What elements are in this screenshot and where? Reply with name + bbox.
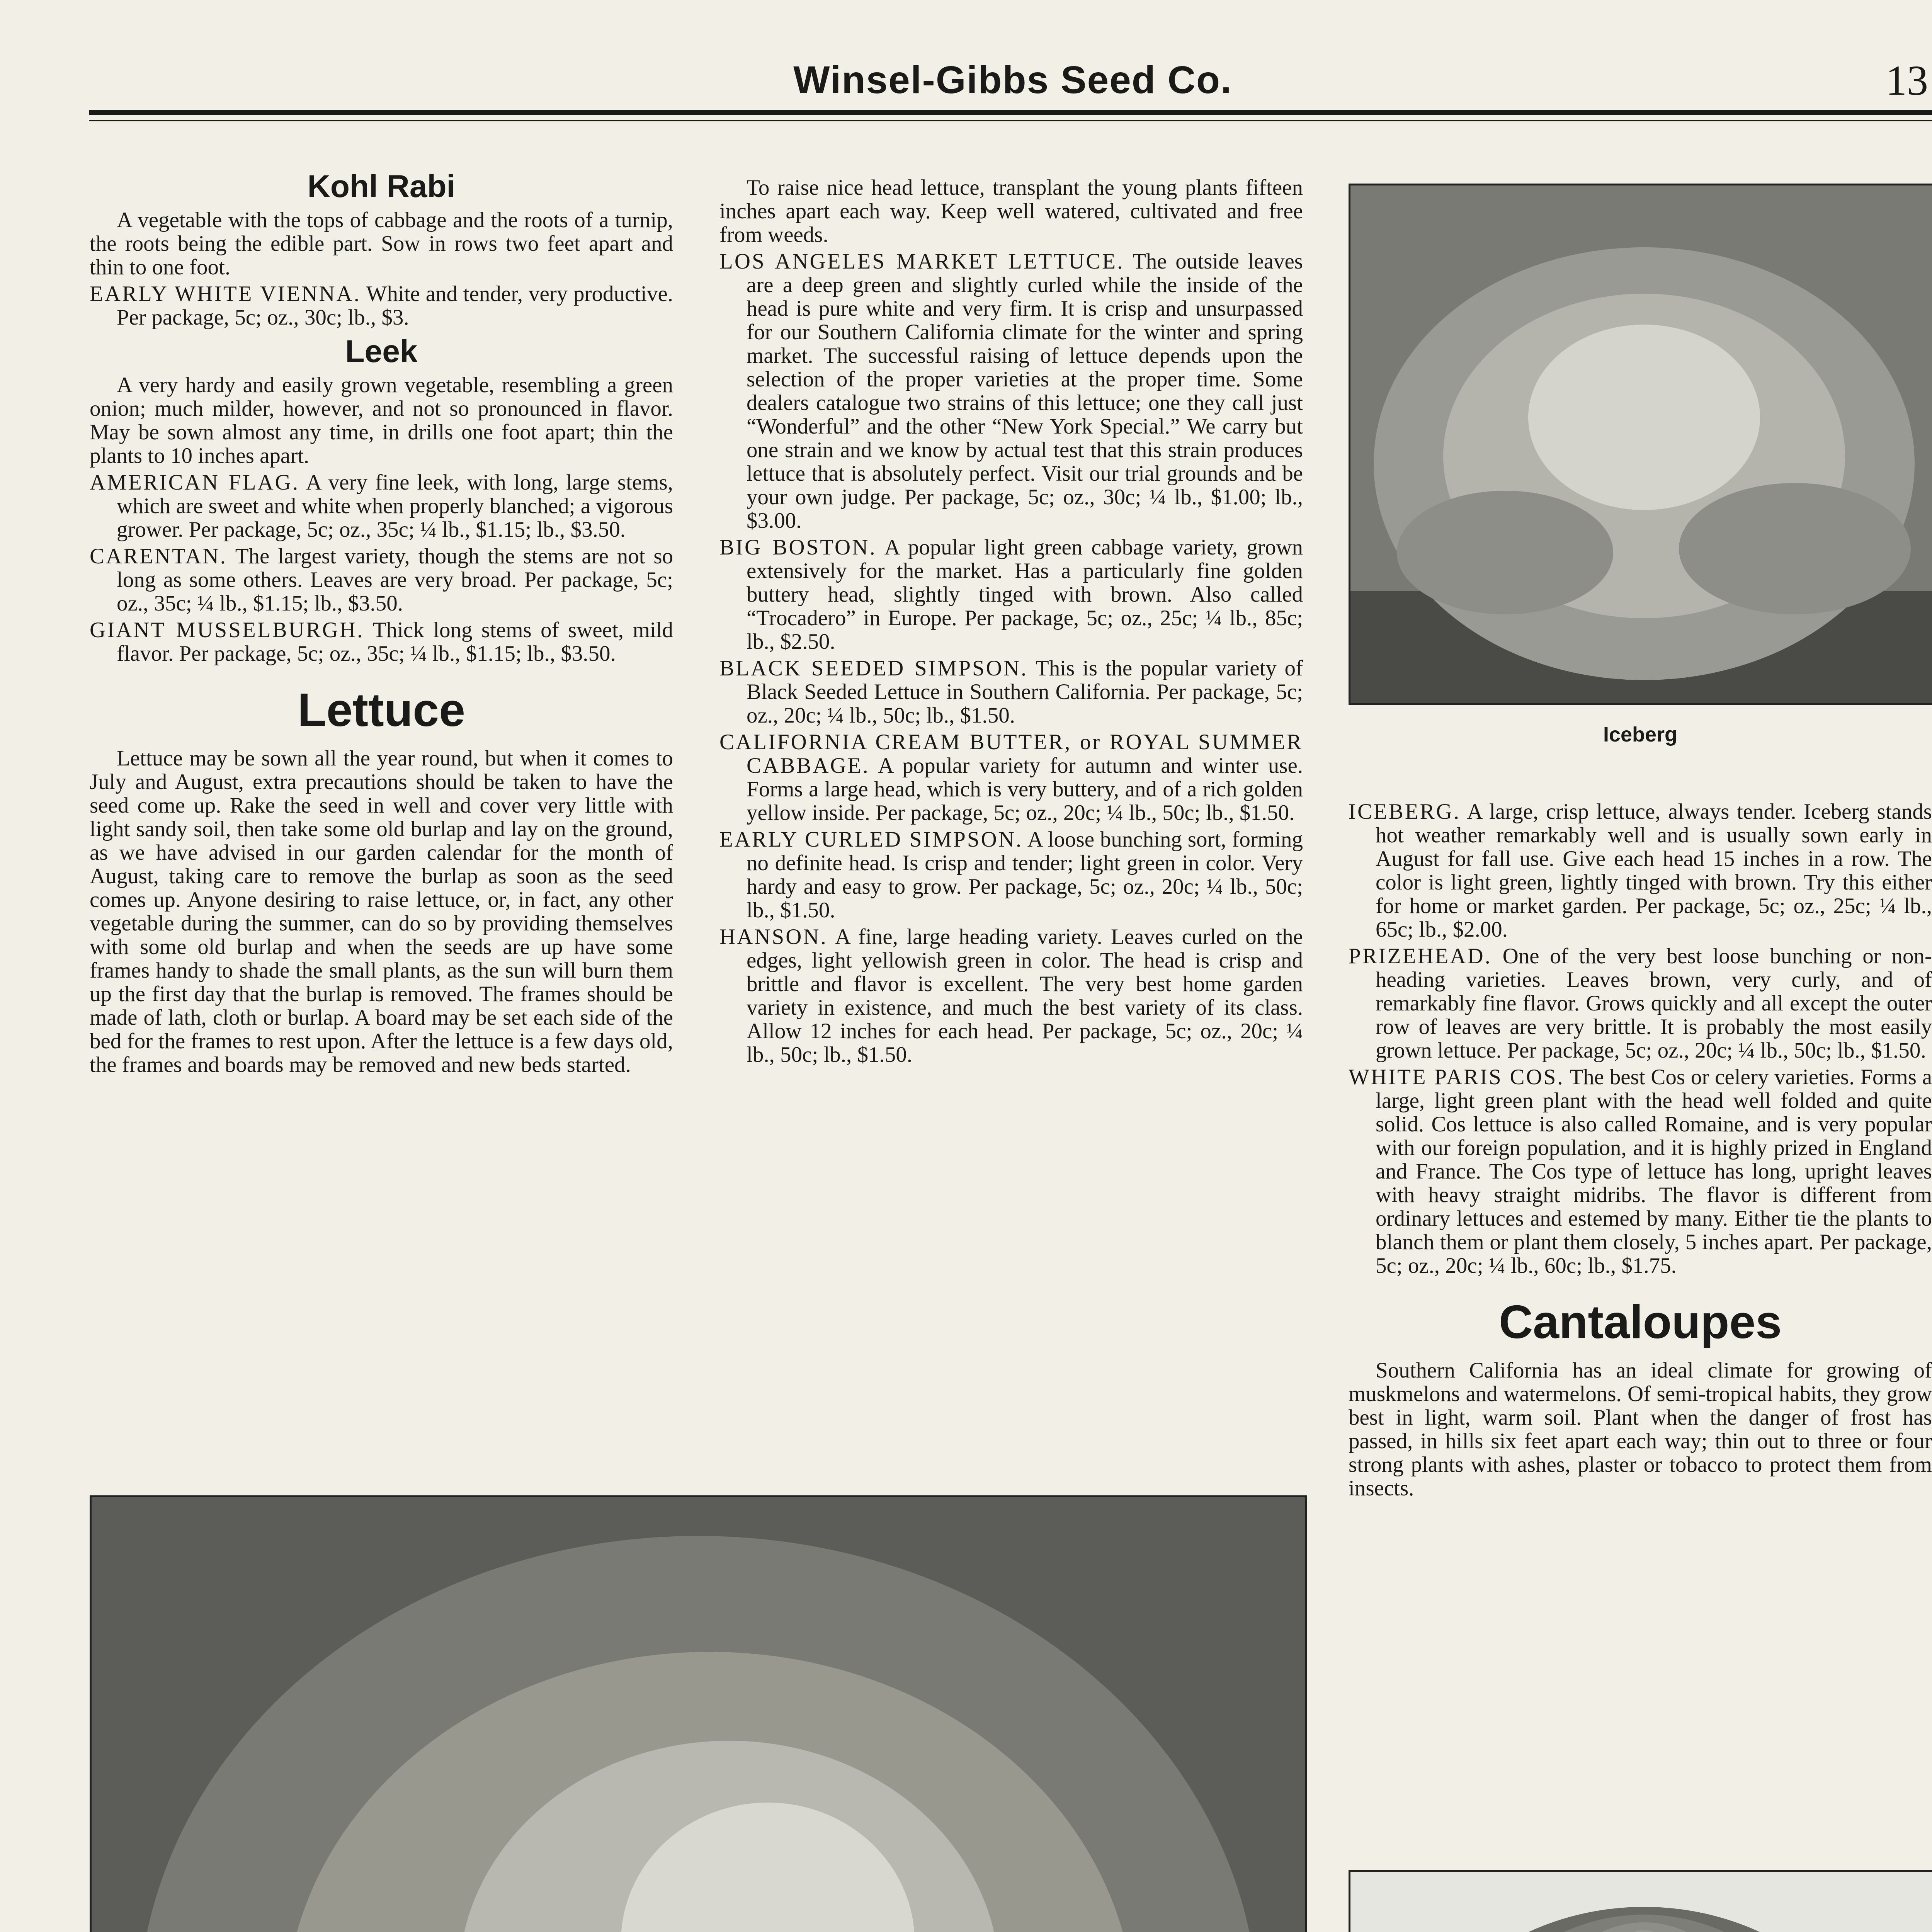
head-lettuce-intro: To raise nice head lettuce, transplant the young plants fifteen inches apart each way. Keep well watered, cultivated and free from weeds. [719,175,1303,247]
header-rule-thin [89,120,1932,121]
page-number: 13 [1886,57,1928,104]
variety-description: Thick long stems of sweet, mild flavor. Per package, 5c; oz., 35c; ¼ lb., $1.15; lb., $3.50. [117,618,673,666]
lettuce-image [92,1497,1305,1932]
variety-description: A large, crisp lettuce, always tender. Iceberg stands hot weather remarkably well and is usually sown early in August for fall use. Give each head 15 inches in a row. The color is light green, lightly tinged with brown. Try this either for home or market garden. Per package, 5c; oz., 25c; ¼ lb., 65c; lb., $2.00. [1376,799,1932,942]
variety-white-paris-cos [1349,1065,1932,1277]
variety-name: BLACK SEEDED SIMPSON. [719,656,1028,680]
variety-description: A popular light green cabbage variety, grown extensively for the market. Has a particularly fine golden buttery head, slightly tinged with brown. Also called “Trocadero” in Europe. Per package, 5c; oz., 25c; ¼ lb., 85c; lb., $2.50. [747,535,1303,654]
variety-carentan [90,544,673,615]
cantaloupes-intro: Southern California has an ideal climate for growing of muskmelons and watermelons. Of semi-tropical habits, they grow best in light, warm soil. Plant when the danger of frost has passed, in hills six feet apart each way; thin out to three or four strong plants with ashes, plaster or tobacco to protect them from insects. [1349,1358,1932,1500]
variety-description: The outside leaves are a deep green and slightly curled while the inside of the head is pure white and very firm. It is crisp and unsurpassed for our Southern California climate for the winter and spring market. The successful raising of lettuce depends upon the selection of the proper varieties at the proper time. Some dealers catalogue two strains of this lettuce; one they call just “Wonderful” and the other “New York Special.” We carry but one strain and we know by actual test that this strain produces lettuce that is absolutely perfect. Visit our trial grounds and be your own judge. Per package, 5c; oz., 30c; ¼ lb., $1.00; lb., $3.00. [747,249,1303,533]
iceberg-lettuce-image [1350,185,1932,703]
header-rule [89,110,1932,115]
variety-prizehead [1349,944,1932,1062]
catalog-header-title: Winsel-Gibbs Seed Co. [793,58,1232,102]
variety-description: One of the very best loose bunching or non-heading varieties. Leaves brown, very curly, and of remarkably fine flavor. Grows quickly and all except the outer row of leaves are very brittle. It is probably the most easily grown lettuce. Per package, 5c; oz., 20c; ¼ lb., 50c; lb., $1.50. [1376,944,1932,1063]
variety-description: White and tender, very productive. Per package, 5c; oz., 30c; lb., $3. [117,282,673,330]
variety-big-boston [719,536,1303,653]
variety-name: GIANT MUSSELBURGH. [90,618,364,642]
variety-name: CARENTAN. [90,544,228,568]
variety-name: ICEBERG. [1349,799,1461,824]
variety-description: This is the popular variety of Black Seeded Lettuce in Southern California. Per package, 5c; oz., 20c; ¼ lb., 50c; lb., $1.50. [747,656,1303,728]
variety-description: The best Cos or celery varieties. Forms a large, light green plant with the head well folded and quite solid. Cos lettuce is also called Romaine, and is very popular with our foreign population, and it is highly prized in England and France. The Cos type of lettuce has long, upright leaves with heavy straight midribs. The flavor is different from ordinary lettuces and estemed by many. Either tie the plants to blanch them or plant them closely, 5 inches apart. Per package, 5c; oz., 20c; ¼ lb., 60c; lb., $1.75. [1376,1065,1932,1278]
column-left [90,164,673,1080]
variety-description: The largest variety, though the stems are not so long as some others. Leaves are very broad. Per package, 5c; oz., 35c; ¼ lb., $1.15; lb., $3.50. [117,544,673,616]
variety-name: EARLY WHITE VIENNA. [90,282,361,306]
variety-name: AMERICAN FLAG. [90,470,299,495]
variety-description: A popular variety for autumn and winter use. Forms a large head, which is very buttery, and of a rich golden yellow inside. Per package, 5c; oz., 20c; ¼ lb., 50c; lb., $1.50. [747,753,1303,825]
variety-california-cream-butter [719,730,1303,825]
variety-name: EARLY CURLED SIMPSON. [719,827,1023,852]
variety-name: CALIFORNIA CREAM BUTTER, or ROYAL SUMMER CABBAGE. [719,730,1303,778]
iceberg-caption: Iceberg [1603,723,1678,746]
variety-giant-musselburgh [90,618,673,665]
variety-description: A fine, large heading variety. Leaves curled on the edges, light yellowish green in color. The head is crisp and brittle and flavor is excellent. The very best home garden variety in existence, and much the best variety of its class. Allow 12 inches for each head. Per package, 5c; oz., 20c; ¼ lb., 50c; lb., $1.50. [747,925,1303,1067]
lettuce-intro: Lettuce may be sown all the year round, but when it comes to July and August, extra precautions should be taken to have the seed come up. Rake the seed in well and cover very little with light sandy soil, then take some old burlap and lay on the ground, as we have advised in our garden calendar for the month of August, taking care to remove the burlap as soon as the seed comes up. Anyone desiring to raise lettuce, or, in fact, any other vegetable during the summer, can do so by providing themselves with some old burlap and when the seeds are up have some frames handy to shade the small plants, as the sun will burn them up the first day that the burlap is removed. The frames should be made of lath, cloth or burlap. A board may be set each side of the bed for the frames to rest upon. After the lettuce is a few days old, the frames and boards may be removed and new beds started. [90,746,673,1077]
burrells-gem-photo [1349,1870,1932,1932]
column-right [1349,800,1932,1503]
cantaloupes-heading: Cantaloupes [1498,1296,1782,1348]
iceberg-lettuce-photo [1349,184,1932,705]
variety-iceberg [1349,800,1932,941]
variety-description: A loose bunching sort, forming no definite head. Is crisp and tender; light green in color. Very hardy and easy to grow. Per package, 5c; oz., 20c; ¼ lb., 50c; lb., $1.50. [747,827,1303,922]
variety-name: LOS ANGELES MARKET LETTUCE. [719,249,1124,274]
variety-los-angeles-market [719,250,1303,532]
column-middle [719,176,1303,1070]
cantaloupe-image [1350,1872,1932,1932]
variety-black-seeded-simpson [719,656,1303,727]
variety-early-curled-simpson [719,828,1303,922]
leek-heading: Leek [345,334,418,369]
variety-hanson [719,925,1303,1066]
variety-description: A very fine leek, with long, large stems, which are sweet and white when properly blanched; a vigorous grower. Per package, 5c; oz., 35c; ¼ lb., $1.15; lb., $3.50. [117,470,673,542]
kohlrabi-heading: Kohl Rabi [307,169,456,204]
variety-name: WHITE PARIS COS. [1349,1065,1565,1089]
variety-name: BIG BOSTON. [719,535,877,560]
variety-early-white-vienna [90,282,673,329]
variety-name: PRIZEHEAD. [1349,944,1492,968]
variety-american-flag [90,471,673,541]
kohlrabi-intro: A vegetable with the tops of cabbage and the roots of a turnip, the roots being the edible part. Sow in rows two feet apart and thin to one foot. [90,208,673,279]
variety-name: HANSON. [719,925,828,949]
leek-intro: A very hardy and easily grown vegetable, resembling a green onion; much milder, however, and not so pronounced in flavor. May be sown almost any time, in drills one foot apart; thin the plants to 10 inches apart. [90,373,673,468]
lettuce-heading: Lettuce [298,684,465,736]
los-angeles-market-lettuce-photo [90,1495,1307,1932]
